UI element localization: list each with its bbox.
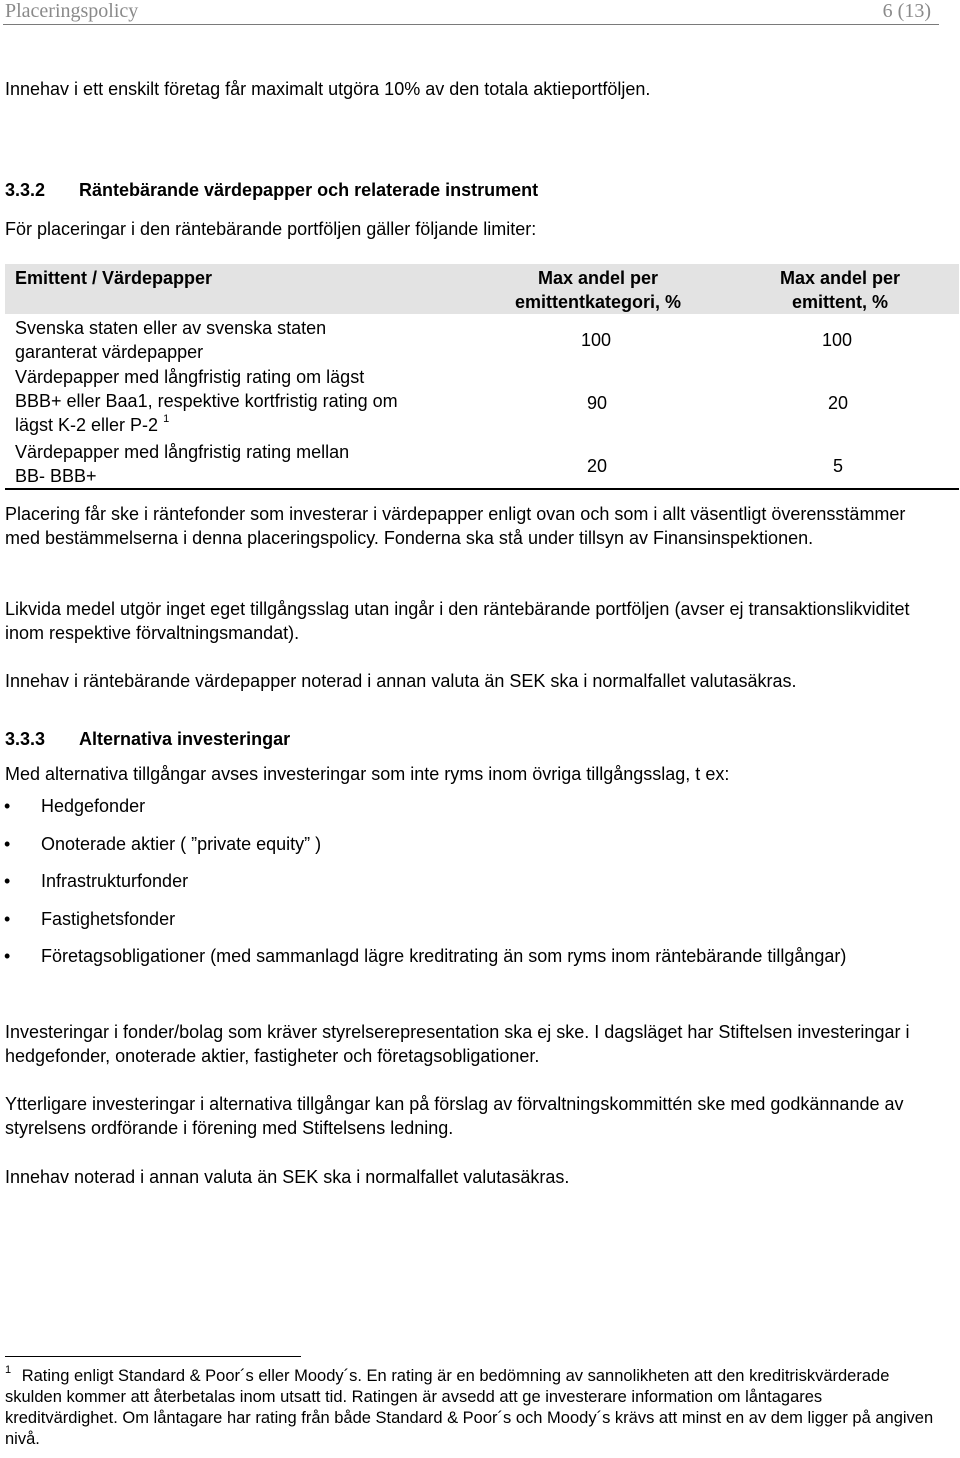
row-2-line-2: BBB+ eller Baa1, respektive kortfristig rating om — [15, 391, 398, 411]
paragraph-currency-holdings: Innehav noterad i annan valuta än SEK ska i normalfallet valutasäkras. — [5, 1167, 570, 1187]
list-item — [0, 795, 940, 819]
header-col-issuer: Emittent / Värdepapper — [15, 268, 213, 288]
table-row-3-issuer — [15, 440, 349, 488]
paragraph-interest-funds: Placering får ske i räntefonder som investerar i värdepapper enligt ovan och som i allt väsentligt överensstämmer med bestämmelserna i denna placeringspolicy. Fonderna ska stå under tillsyn av Finansinspektionen. — [5, 504, 906, 548]
header-col-issuer-max-line2: emittent, % — [791, 292, 888, 312]
page-header — [3, 0, 939, 25]
row-1-line-1: Svenska staten eller av svenska staten — [15, 318, 327, 338]
row-3-line-1: Värdepapper med långfristig rating mellan — [15, 442, 350, 462]
footnote-marker: 1 — [5, 1363, 12, 1376]
table-row-3-category-value: 20 — [587, 456, 608, 476]
limits-table — [5, 264, 959, 490]
section-lead: Med alternativa tillgångar avses investeringar som inte ryms inom övriga tillgångsslag, t ex: — [5, 764, 730, 784]
list-item — [0, 870, 940, 894]
row-1-line-2: garanterat värdepapper — [15, 342, 204, 362]
bullet-icon: • — [4, 908, 11, 929]
header-col-issuer-max — [705, 266, 960, 314]
list-item-text: Fastighetsfonder — [41, 908, 176, 929]
footnote — [5, 1363, 935, 1450]
row-2-line-3 — [15, 413, 398, 437]
bullet-icon: • — [4, 946, 11, 966]
section-heading-333 — [5, 727, 290, 751]
header-col-category-line1: Max andel per — [537, 268, 659, 288]
section-heading-332 — [5, 178, 538, 202]
header-col-issuer-max-line1: Max andel per — [779, 268, 901, 288]
list-item — [0, 945, 940, 969]
paragraph-additional-investments: Ytterligare investeringar i alternativa tillgångar kan på förslag av förvaltningskommittén ske med godkännande av styrelsens ordförande i förening med Stiftelsens ledning. — [5, 1094, 904, 1138]
table-row-1-category-value: 100 — [581, 330, 612, 350]
list-item-text: Infrastrukturfonder — [41, 871, 189, 891]
page-number: 6 (13) — [882, 0, 931, 22]
bullet-icon: • — [4, 833, 11, 854]
table-row-2-category-value: 90 — [587, 393, 608, 413]
footnote-separator — [5, 1356, 301, 1357]
paragraph-currency-hedging: Innehav i räntebärande värdepapper noterad i annan valuta än SEK ska i normalfallet valutasäkras. — [5, 671, 797, 691]
table-row-1-issuer-value: 100 — [822, 330, 853, 350]
row-2-line-1: Värdepapper med långfristig rating om lägst — [15, 367, 365, 387]
section-number: 3.3.3 — [5, 729, 46, 749]
paragraph-liquid-funds: Likvida medel utgör inget eget tillgångsslag utan ingår i den räntebärande portföljen (avser ej transaktionslikviditet inom respektive förvaltningsmandat). — [5, 599, 910, 643]
section-number: 3.3.2 — [5, 180, 46, 200]
table-row-3-issuer-value: 5 — [833, 456, 844, 476]
table-row-2-issuer — [15, 365, 398, 437]
bullet-icon: • — [4, 871, 11, 891]
paragraph-board-representation: Investeringar i fonder/bolag som kräver styrelserepresentation ska ej ske. I dagsläget har Stiftelsen investeringar i hedgefonder, onoterade aktier, fastigheter och företagsobligationer. — [5, 1022, 910, 1066]
header-col-category-line2: emittentkategori, % — [514, 292, 682, 312]
intro-paragraph: Innehav i ett enskilt företag får maximalt utgöra 10% av den totala aktieportföljen. — [5, 79, 651, 99]
section-title: Räntebärande värdepapper och relaterade instrument — [79, 180, 539, 200]
section-title: Alternativa investeringar — [79, 729, 291, 749]
list-item-text: Onoterade aktier ( ”private equity” ) — [41, 833, 322, 854]
list-item-text: Hedgefonder — [41, 796, 146, 816]
section-lead: För placeringar i den räntebärande portföljen gäller följande limiter: — [5, 219, 537, 239]
list-item — [0, 908, 940, 932]
document-title: Placeringspolicy — [5, 0, 139, 22]
footnote-ref: 1 — [163, 413, 170, 425]
table-row-1-issuer — [15, 316, 326, 364]
row-3-line-2: BB- BBB+ — [15, 466, 97, 486]
header-col-category — [463, 266, 733, 314]
list-item-text: Företagsobligationer (med sammanlagd lägre kreditrating än som ryms inom räntebärande tillgångar) — [41, 946, 847, 966]
list-item — [0, 833, 940, 857]
bullet-icon: • — [4, 796, 11, 816]
table-bottom-rule — [5, 488, 959, 490]
table-row-2-issuer-value: 20 — [828, 393, 849, 413]
footnote-text: Rating enligt Standard & Poor´s eller Moody´s. En rating är en bedömning av sannolikheten att den kreditriskvärderade skulden kommer att återbetalas inom utsatt tid. Ratingen är avsedd att ge investerare information om låntagares kreditvärdighet. Om låntagare har rating från både Standard & Poor´s och Moody´s krävs att minst en av dem ligger på angiven nivå. — [5, 1367, 934, 1448]
row-2-line-3-text: lägst K-2 eller P-2 — [15, 415, 159, 435]
alternative-assets-list — [0, 795, 940, 983]
